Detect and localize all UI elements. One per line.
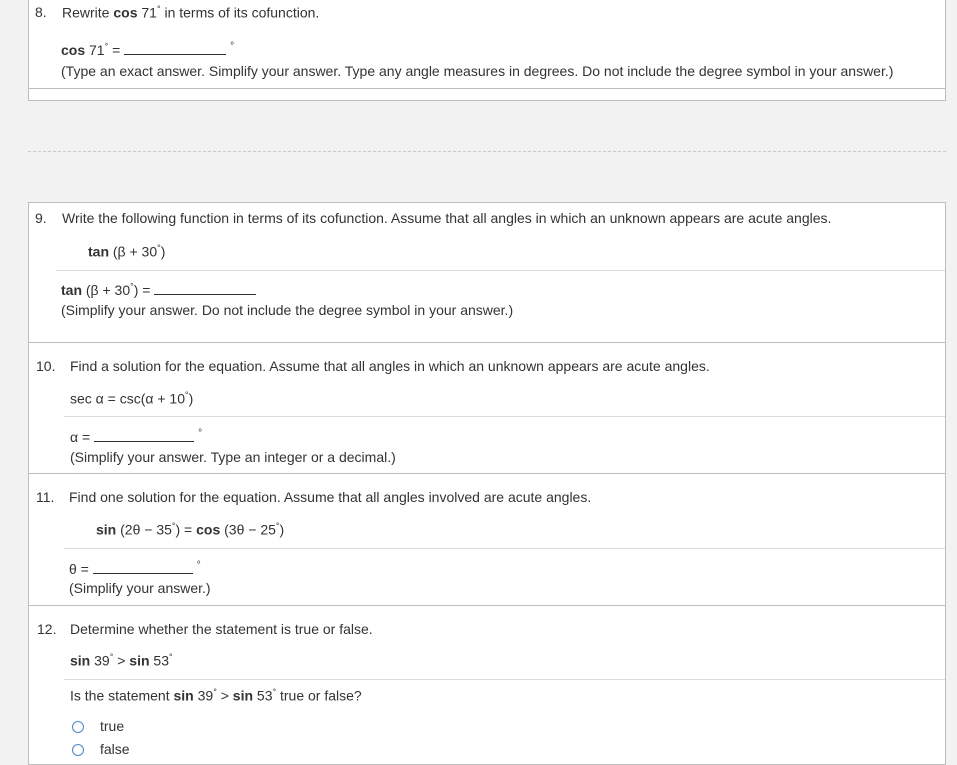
divider xyxy=(56,270,945,271)
answer-hint: (Simplify your answer. Type an integer or a decimal.) xyxy=(70,449,396,465)
question-prompt: Find a solution for the equation. Assume that all angles in which an unknown appears are acute angles. xyxy=(70,358,710,374)
divider xyxy=(64,679,945,680)
answer-input[interactable] xyxy=(154,280,256,295)
question-number: 9. xyxy=(35,210,47,226)
question-number: 12. xyxy=(37,621,57,637)
answer-hint: (Type an exact answer. Simplify your answer. Type any angle measures in degrees. Do not include the degree symbol in your answer.) xyxy=(61,63,894,79)
answer-input[interactable] xyxy=(93,559,193,574)
answer-input[interactable] xyxy=(94,427,194,442)
question-expression: tan (β + 30°) xyxy=(88,243,166,260)
question-equation: sec α = csc(α + 10°) xyxy=(70,390,194,407)
answer-input[interactable] xyxy=(124,40,226,55)
option-true[interactable]: true xyxy=(72,718,124,734)
option-false[interactable]: false xyxy=(72,741,130,757)
question-9-card xyxy=(28,202,946,343)
question-number: 8. xyxy=(35,4,47,20)
question-8-footer xyxy=(28,88,946,101)
question-prompt: Write the following function in terms of its cofunction. Assume that all angles in which an unknown appears are acute angles. xyxy=(62,210,832,226)
question-number: 11. xyxy=(36,489,55,505)
question-prompt: Determine whether the statement is true or false. xyxy=(70,621,373,637)
answer-line: tan (β + 30°) = xyxy=(61,280,256,298)
question-prompt: Rewrite cos 71° in terms of its cofunction. xyxy=(62,4,320,21)
question-equation: sin (2θ − 35°) = cos (3θ − 25°) xyxy=(96,521,285,538)
radio-button[interactable] xyxy=(72,721,84,733)
question-8-answer-area xyxy=(28,30,946,89)
question-number: 10. xyxy=(36,358,56,374)
divider xyxy=(64,416,945,417)
answer-hint: (Simplify your answer. Do not include the degree symbol in your answer.) xyxy=(61,302,514,318)
radio-button[interactable] xyxy=(72,744,84,756)
answer-hint: (Simplify your answer.) xyxy=(69,580,211,596)
question-prompt: Find one solution for the equation. Assume that all angles involved are acute angles. xyxy=(69,489,592,505)
true-false-question: Is the statement sin 39° > sin 53° true or false? xyxy=(70,687,362,704)
question-statement: sin 39° > sin 53° xyxy=(70,652,173,669)
question-11-card xyxy=(28,473,946,606)
section-divider xyxy=(28,151,946,152)
answer-line: cos 71° = ° xyxy=(61,41,235,58)
question-10-card xyxy=(28,342,946,474)
divider xyxy=(64,548,945,549)
answer-line: θ = ° xyxy=(69,560,201,577)
answer-line: α = ° xyxy=(70,428,203,445)
question-12-card xyxy=(28,605,946,765)
question-8-card xyxy=(28,0,946,31)
